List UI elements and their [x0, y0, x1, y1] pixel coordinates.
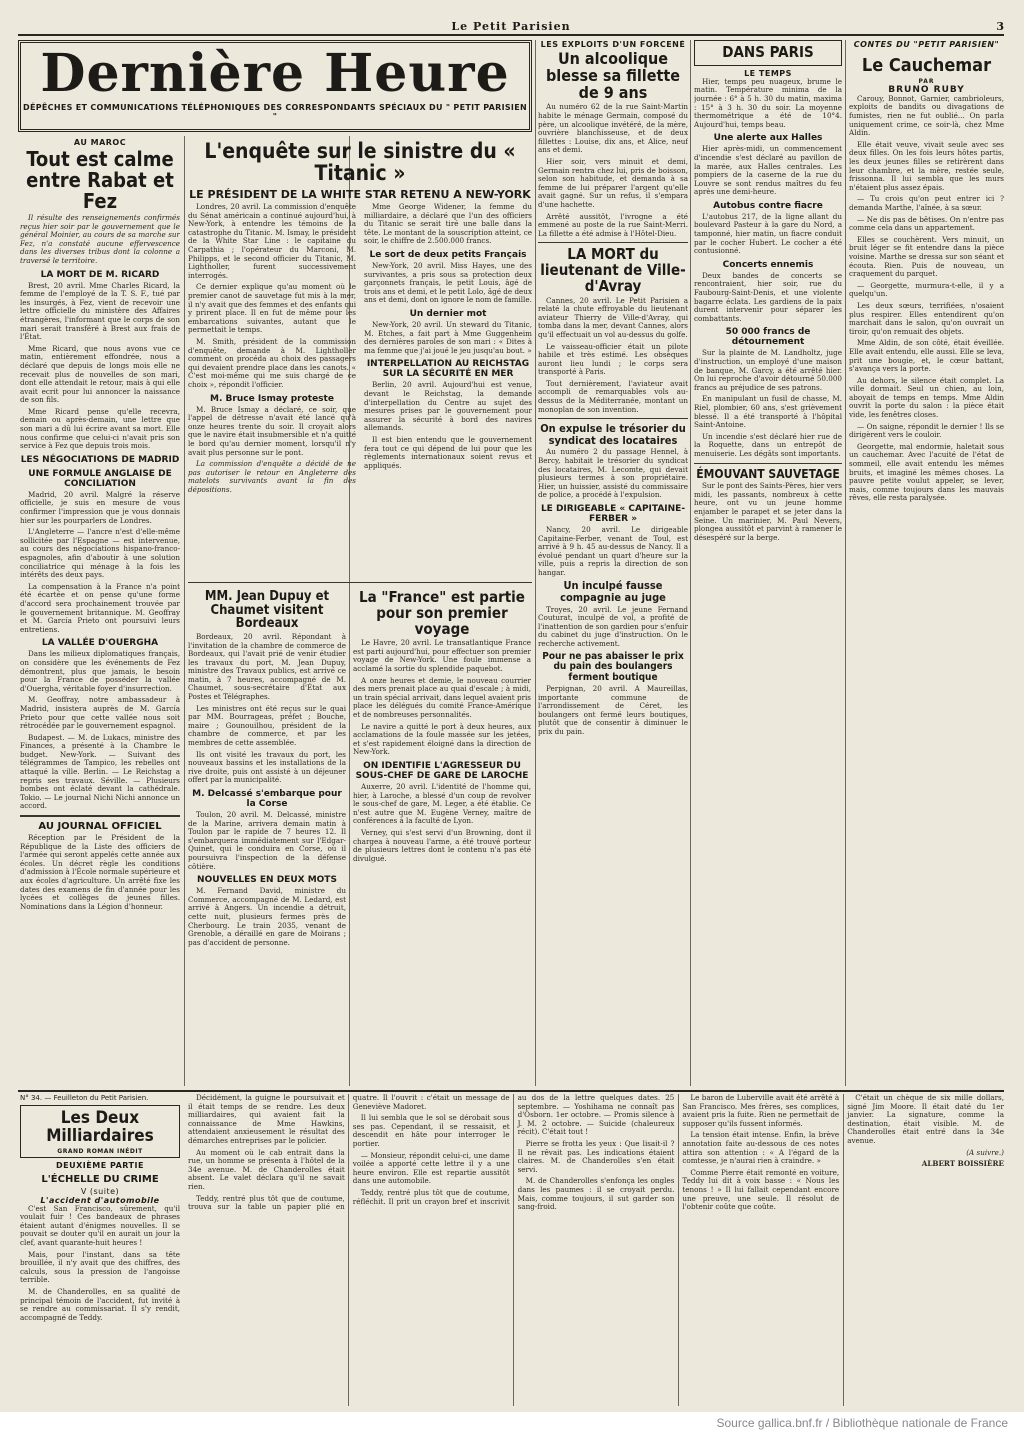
column-rule [690, 40, 691, 1086]
paris-sauvetage: ÉMOUVANT SAUVETAGE [696, 466, 840, 481]
feuilleton-subtitle: GRAND ROMAN INÉDIT [57, 1147, 143, 1155]
feuilleton-part: DEUXIÈME PARTIE [56, 1160, 144, 1170]
maroc-kicker: AU MAROC [73, 138, 127, 147]
feuilleton-rule [18, 1090, 1004, 1092]
france-headline: La "France" est partie pour son premier voyage [359, 588, 525, 638]
conte-author: BRUNO RUBY [888, 84, 965, 95]
forcene-expulse: On expulse le trésorier du syndicat des locataires [540, 422, 686, 447]
running-header [18, 20, 1004, 36]
column-paris: DANS PARIS LE TEMPS Hier, temps peu nuageux, brume le matin. Température minima de la journée : 6° à 5 h. 30 du matin, maxima : 15° à 3 h. 30 du soir. La moyenne thermométrique a été de 10°4. Aujourd'hui, temps beau. Une alerte aux Halles Hier après-midi, un commencement d'incendie s'est déclaré au pavillon de la marée, aux Halles centrales. Les pompiers de la caserne de la rue du Louvre se sont rendus maîtres du feu après une demi-heure. Autobus contre fiacre L'autobus 217, de la ligne allant du boulevard Pasteur à la gare du Nord, a tamponné, hier matin, un fiacre conduit par le cocher Hubert. Le cocher a été contusionné. Concerts ennemis Deux bandes de concerts se rencontraient, hier soir, rue du Faubourg-Saint-Denis, et une violente bagarre éclata. Les gardiens de la paix durent intervenir pour séparer les combattants. 50 000 francs de détournement Sur la plainte de M. Landholtz, juge d'instruction, un employé d'une maison de banque, M. Garcy, a été arrêté hier. On lui reproche d'avoir détourné 50.000 francs au préjudice de ses patrons. En manipulant un fusil de chasse, M. Riel, plombier, 60 ans, s'est grièvement blessé. Il a été transporté à l'hôpital Saint-Antoine. Un incendie s'est déclaré hier rue de la Roquette, dans un entrepôt de menuiserie. Les dégâts sont importants. ÉMOUVANT SAUVETAGE Sur le pont des Saints-Pères, hier vers midi, les passants, nombreux à cette heure, ont vu un jeune homme enjamber le parapet et se jeter dans la Seine. Un marinier, M. Paul Nevers, plongea aussitôt et parvint à ramener le désespéré sur la berge. [694, 40, 842, 1086]
feuilleton-section2: L'accident d'automobile [40, 1195, 160, 1205]
dupuy-section-2: NOUVELLES EN DEUX MOTS [197, 875, 337, 886]
conte-by: PAR [918, 77, 935, 85]
forcene-headline: Un alcoolique blesse sa fillette de 9 ans [545, 49, 681, 102]
titanic-section-3: M. Bruce Ismay proteste [210, 393, 334, 404]
feuilleton-chapter: L'ÉCHELLE DU CRIME [41, 1173, 159, 1185]
maroc-section-1: LA MORT DE M. RICARD [40, 269, 160, 280]
titanic-section-4: INTERPELLATION AU REICHSTAG SUR LA SÉCURITÉ EN MER [366, 359, 530, 380]
titanic-subhead: LE PRÉSIDENT DE LA WHITE STAR RETENU A NEW-YORK [189, 188, 531, 202]
masthead-subtitle: DÉPÊCHES ET COMMUNICATIONS TÉLÉPHONIQUES DES CORRESPONDANTS SPÉCIAUX DU " PETIT PARISIEN " [23, 103, 527, 121]
forcene-dirigeable: LE DIRIGEABLE « CAPITAINE-FERBER » [540, 503, 686, 524]
maroc-section-4: LA VALLÉE D'OUERGHA [41, 638, 159, 649]
feuilleton-suivre: (A suivre.) [966, 1147, 1004, 1157]
feuilleton-title: Les Deux Milliardaires [46, 1108, 154, 1146]
forcene-mort: LA MORT du lieutenant de Ville-d'Avray [540, 245, 686, 295]
column-rule [535, 40, 536, 1086]
conte-kicker: CONTES DU "PETIT PARISIEN" [853, 40, 1000, 49]
newspaper-title: Le Petit Parisien [451, 20, 571, 33]
derniere-heure-masthead [18, 40, 532, 132]
paris-autobus: Autobus contre fiacre [713, 200, 823, 211]
titanic-section-1: Le sort de deux petits Français [369, 250, 527, 261]
article-dupuy: MM. Jean Dupuy et Chaumet visitent Bordeaux Bordeaux, 20 avril. Répondant à l'invitation de la chambre de commerce de Bordeaux, qui l'avait prié de venir étudier les travaux du port, M. Jean Dupuy, ministre des Travaux publics, est arrivé ce matin, à 7 heures, accompagné de M. Chaumet, sous-secrétaire d'État aux Postes et Télégraphes. Les ministres ont été reçus sur le quai par MM. Bourrageas, préfet ; Bouche, maire ; Gounouilhou, président de la chambre de commerce, et par les membres de cette assemblée. Ils ont visité les travaux du port, les nouveaux bassins et les installations de la rive droite, puis ont assisté à un déjeuner offert par la municipalité. M. Delcassé s'embarque pour la Corse Toulon, 20 avril. M. Delcassé, ministre de la Marine, arrivera demain matin à Toulon par le rapide de 7 heures 12. Il s'embarquera immédiatement sur l'Edgar-Quinet, qui le conduira en Corse, où il poursuivra l'inspection de la défense côtière. NOUVELLES EN DEUX MOTS M. Fernand David, ministre du Commerce, accompagné de M. Ledard, est arrivé à Angers. Un incendie a détruit, cette nuit, plusieurs fermes près de Cherbourg. Le train 2035, venant de Grenoble, a déraillé en gare de Moirans ; pas d'accident de personne. [188, 589, 346, 947]
article-titanic: L'enquête sur le sinistre du « Titanic » LE PRÉSIDENT DE LA WHITE STAR RETENU A NEW-YORK Londres, 20 avril. La commission d'enquête du Sénat américain a continué aujourd'hui, à New-York, à entendre les témoins de la catastrophe du Titanic. M. Ismay, le président de la White Star Line : le capitaine du Carpathia ; l'opérateur du Marconi, M. Philipps, et le second officier du Titanic, M. Lightholler, furent successivement interrogés. Ce dernier explique qu'au moment où le premier canot de sauvetage fut mis à la mer, il n'y avait que des femmes et des enfants qui y prirent place. Il en fut de même pour les embarcations suivantes, autant que le permettait le temps. M. Smith, président de la commission d'enquête, demande à M. Lightholler comment on procéda au choix des passagers qui devaient prendre place dans les canots. « C'est moi-même qui me suis chargé de ce choix », répondit l'officier. M. Bruce Ismay proteste M. Bruce Ismay a déclaré, ce soir, que l'appel de détresse n'avait été lancé qu'à onze heures trente du soir. Il croyait alors que le navire était insubmersible et n'a quitté le bord qu'au dernier moment, lorsqu'il n'y avait plus personne sur le pont. La commission d'enquête a décidé de ne pas autoriser le retour en Angleterre des matelots survivants avant la fin des dépositions. Mme George Widener, la femme du milliardaire, a déclaré que l'un des officiers du Titanic se serait tiré une balle dans la tête. Le montant de la souscription atteint, ce soir, le chiffre de 2.500.000 francs. Le sort de deux petits Français New-York, 20 avril. Miss Hayes, une des survivantes, a pris sous sa protection deux garçonnets français, le petit Louis, âgé de trois ans et demi, et le petit Lolo, âgé de deux ans et demi, dont on ignore le nom de famille. Un dernier mot New-York, 20 avril. Un steward du Titanic, M. Etches, a fait part à Mme Guggenheim des dernières paroles de son mari : « Dites à ma femme que j'ai joué le jeu jusqu'au bout. » INTERPELLATION AU REICHSTAG SUR LA SÉCURITÉ EN MER Berlin, 20 avril. Aujourd'hui est venue, devant le Reichstag, la demande d'interpellation du Centre au sujet des mesures prises par le gouvernement pour assurer la sécurité à bord des navires allemands. Il est bien entendu que le gouvernement fera tout ce qui dépend de lui pour que les règlements internationaux soient revus et appliqués. [188, 139, 532, 494]
feuilleton-section: V (suite) [80, 1186, 120, 1196]
column-conte: CONTES DU "PETIT PARISIEN" Le Cauchemar PAR BRUNO RUBY Carouy, Bonnot, Garnier, cambrioleurs, exploits de bandits ou divagations de fumistes, rien ne fut oublié... On parla uniquement crime, ce soir-là, chez Mme Aldin. Elle était veuve, vivait seule avec ses deux filles. On les fois leurs hôtes partis, les deux jeunes filles se retirèrent dans leur chambre, et la mère, restée seule, frissonna. Il lui sembla que les murs n'étaient plus assez épais. — Tu crois qu'on peut entrer ici ? demanda Marthe, l'aînée, à sa sœur. — Ne dis pas de bêtises. On n'entre pas comme cela dans un appartement. Elles se couchèrent. Vers minuit, un bruit léger se fit entendre dans la pièce voisine. Marthe se dressa sur son séant et écouta. Rien. Puis de nouveau, un craquement du parquet. — Georgette, murmura-t-elle, il y a quelqu'un. Les deux sœurs, terrifiées, n'osaient plus respirer. Elles entendirent qu'on marchait dans le salon, qu'on ouvrait un tiroir, qu'on remuait des objets. Mme Aldin, de son côté, était éveillée. Elle avait entendu, elle aussi. Elle se leva, prit une bougie, et, le cœur battant, s'avança vers la porte. Au dehors, le silence était complet. La ville dormait. Seul un chien, au loin, aboyait de temps en temps. Mme Aldin ouvrit la porte du salon : la pièce était vide, les fenêtres closes. — On saigne, répondit le dernier ! Ils se dirigèrent vers le couloir. Georgette, mal endormie, haletait sous un cauchemar. Avec l'acuité de l'état de sommeil, elle avait entendu les mêmes bruits, et imaginé les mêmes choses. La pauvre petite voulut appeler, se lever, mais, comme toujours dans les mauvais rêves, elle resta paralysée. [849, 40, 1004, 503]
feuilleton-label: N° 34. — Feuilleton du Petit Parisien. [20, 1094, 149, 1102]
paris-concerts: Concerts ennemis [722, 259, 814, 270]
conte-title: Le Cauchemar [861, 55, 992, 76]
source-credit: Source gallica.bnf.fr / Bibliothèque nationale de France [0, 1412, 1024, 1434]
page-number: 3 [996, 20, 1004, 33]
titanic-section-2: Un dernier mot [409, 309, 487, 320]
column-rule [845, 40, 846, 1086]
france-section-1: ON IDENTIFIE L'AGRESSEUR DU SOUS-CHEF DE GARE DE LAROCHE [355, 760, 529, 781]
paris-headline: DANS PARIS [722, 43, 814, 61]
masthead-title: Dernière Heure [40, 43, 510, 104]
forcene-pain: Pour ne pas abaisser le prix du pain des boulangers ferment boutique [542, 650, 684, 683]
dupuy-headline: MM. Jean Dupuy et Chaumet visitent Bordeaux [204, 589, 330, 632]
feuilleton-body: Décidément, la guigne le poursuivait et il était temps de se rendre. Les deux milliardaires, qui avaient fait la connaissance de Mme Hawkins, attendaient anxieusement le résultat des démarches entreprises par le policier. Au moment où le cab entrait dans la rue, un homme se présenta à l'hôtel de la 34e avenue. M. de Chanderolles était absent. Le valet déclara qu'il ne savait rien. Teddy, rentré plus tôt que de coutume, trouva sur la table un papier plié en quatre. Il l'ouvrit : c'était un message de Geneviève Madoret. Il lui sembla que le sol se dérobait sous ses pas. Cependant, il se ressaisit, et descendit en hâte pour interroger le portier. — Monsieur, répondit celui-ci, une dame voilée a apporté cette lettre il y a une heure environ. Elle est repartie aussitôt dans une automobile. Teddy, rentré plus tôt que de coutume, réfléchit. Il prit un crayon bref et inscrivit au dos de la lettre quelques dates. 25 septembre. — Yoshihama ne connaît pas d'Osborn. 1er octobre. — Promis silence à J. M. 2 octobre. — Suicide (chaleureux récit). C'était tout ! Pierre se frotta les yeux : Que lisait-il ? Il ne rêvait pas. Les indications étaient claires. M. de Chanderolles s'en était servi. M. de Chanderolles s'enfonça les ongles dans les paumes : il se croyait perdu. Mais, comme toujours, il sut garder son sang-froid. Le baron de Luberville avait été arrêté à San Francisco. Mes frères, ses complices, avaient pris la fuite. Rien ne permettait de supposer qu'ils fussent informés. La tension était intense. Enfin, la brève annotation faite au-dessous de ces notes attira son attention : « A l'égard de la comtesse, je n'aurai rien à craindre. » Comme Pierre était remonté en voiture, Teddy lui dit à voix basse : « Nous les tenons ! » Il lui fallait cependant encore une preuve, une seule. Il résolut de l'obtenir coûte que coûte. C'était un chèque de six mille dollars, signé Jim Moore. Il était daté du 1er janvier. La signature, comme la destination, était visible. M. de Chanderolles était entré dans la 34e avenue. (A suivre.) ALBERT BOISSIÈRE [188, 1094, 1004, 1212]
titanic-headline: L'enquête sur le sinistre du « Titanic » [204, 139, 516, 186]
maroc-headline: Tout est calme entre Rabat et Fez [26, 147, 174, 213]
maroc-section-3: UNE FORMULE ANGLAISE DE CONCILIATION [28, 468, 172, 489]
column-rule [184, 136, 185, 1086]
section-divider [188, 582, 532, 583]
paris-francs: 50 000 francs de détournement [725, 327, 811, 348]
dupuy-section-1: M. Delcassé s'embarque pour la Corse [192, 789, 342, 810]
feuilleton-header: N° 34. — Feuilleton du Petit Parisien. Les Deux Milliardaires GRAND ROMAN INÉDIT DEUXIÈME PARTIE L'ÉCHELLE DU CRIME V (suite) L'accident d'automobile C'est San Francisco, sûrement, qu'il voulait fuir ! Ces bandeaux de phrases étaient autant d'énigmes nouvelles. Il se pouvait se douter qu'il en aurait un jour la clef, avant quarante-huit heures ! Mais, pour l'instant, dans sa tête brouillée, il n'y avait que des chiffres, des calculs, sous la pression de l'angoisse terrible. M. de Chanderolles, en sa qualité de principal témoin de l'accident, fut invité à se rendre au commissariat. Il s'y rendit, accompagné de Teddy. [20, 1094, 180, 1322]
forcene-kicker: LES EXPLOITS D'UN FORCENÉ [540, 40, 686, 49]
column-forcene: LES EXPLOITS D'UN FORCENÉ Un alcoolique blesse sa fillette de 9 ans Au numéro 62 de la rue Saint-Martin habite le ménage Germain, composé du père, un alcoolique invétéré, de la mère, ouvrière blanchisseuse, et de deux fillettes : Louise, dix ans, et Alice, neuf ans et demi. Hier soir, vers minuit et demi, Germain rentra chez lui, pris de boisson, selon son habitude, et demanda à sa femme de lui préparer l'argent qu'elle avait gagné. Sur un refus, il s'empara d'une hachette. Arrêté aussitôt, l'ivrogne a été emmené au poste de la rue Saint-Merri. La fillette a été admise à l'Hôtel-Dieu. LA MORT du lieutenant de Ville-d'Avray Cannes, 20 avril. Le Petit Parisien a relaté la chute effroyable du lieutenant aviateur Thierry de Ville-d'Avray, qui tomba dans la mer, devant Cannes, alors qu'il effectuait un vol au-dessus du golfe. Le vaisseau-officier était un pilote habile et très estimé. Les obsèques auront lieu lundi ; le corps sera transporté à Paris. Tout dernièrement, l'aviateur avait accompli de remarquables vols au-dessus de la Méditerranée, montant un monoplan de son invention. On expulse le trésorier du syndicat des locataires Au numéro 2 du passage Hennel, à Bercy, habitait le trésorier du syndicat des locataires, M. Lecomte, qui devait plusieurs termes à son propriétaire. Hier, un huissier, assisté du commissaire de police, a procédé à l'expulsion. LE DIRIGEABLE « CAPITAINE-FERBER » Nancy, 20 avril. Le dirigeable Capitaine-Ferber, venant de Toul, est arrivé à 9 h. 45 au-dessus de Nancy. Il a évolué pendant un quart d'heure sur la ville, puis a repris la direction de son hangar. Un inculpé fausse compagnie au juge Troyes, 20 avril. Le jeune Fernand Couturat, inculpé de vol, a profité de l'inattention de son gardien pour s'enfuir du cabinet du juge d'instruction. On le recherche activement. Pour ne pas abaisser le prix du pain des boulangers ferment boutique Perpignan, 20 avril. A Maureillas, importante commune de l'arrondissement de Céret, les boulangers ont fermé leurs boutiques, plutôt que de consentir à diminuer le prix du pain. [538, 40, 688, 737]
forcene-juge: Un inculpé fausse compagnie au juge [560, 579, 666, 605]
article-france: La "France" est partie pour son premier voyage Le Havre, 20 avril. Le transatlantique France est parti aujourd'hui, pour effectuer son premier voyage de New-York. Une foule immense a acclamé la sortie du splendide paquebot. A onze heures et demie, le nouveau courrier des mers prenait place au quai d'escale ; à midi, un train spécial arrivait, dans lequel avaient pris place les délégués du comité France-Amérique et de nombreuses personnalités. Le navire a quitté le port à deux heures, aux acclamations de la foule massée sur les jetées, et s'est rapidement éloigné dans la direction de New-York. ON IDENTIFIE L'AGRESSEUR DU SOUS-CHEF DE GARE DE LAROCHE Auxerre, 20 avril. L'identité de l'homme qui, hier, à Laroche, a blessé d'un coup de revolver le sous-chef de gare, M. Leger, a été établie. Ce n'est autre que M. Eugène Verney, maître de conférences à la faculté de Lyon. Verney, qui s'est servi d'un Browning, dont il chargea à nouveau l'arme, a été trouvé porteur de plusieurs lettres dont le contenu n'a pas été divulgué. [353, 588, 531, 863]
column-maroc: AU MAROC Tout est calme entre Rabat et Fez Il résulte des renseignements confirmés reçus hier soir par le gouvernement que le général Moinier, au cours de sa marche sur Fez, n'a constaté aucune effervescence dans les diverses tribus dont la colonne a traversé le territoire. LA MORT DE M. RICARD Brest, 20 avril. Mme Charles Ricard, la femme de l'employé de la T. S. F., tué par les insurgés, à Fez, vient de recevoir une lettre officielle du ministère des Affaires étrangères, l'informant que le corps de son mari serait transféré à Brest aux frais de l'État. Mme Ricard, que nous avons vue ce matin, entièrement effondrée, nous a déclaré que depuis de longs mois elle ne recevait plus de nouvelles de son mari, dont elle attendait le retour, mais à qui elle avait ecrit pour lui annoncer la naissance de son fils. Mme Ricard pense qu'elle recevra, demain ou après-demain, une lettre que son mari a dû lui écrire avant sa mort. Elle nous confirme que celui-ci n'avait pris son service à Fez que depuis trois mois. LES NÉGOCIATIONS DE MADRID UNE FORMULE ANGLAISE DE CONCILIATION Madrid, 20 avril. Malgré la réserve officielle, je suis en mesure de vous confirmer l'impression que je vous donnais hier sur les pourparlers de Londres. L'Angleterre — l'ancre n'est d'elle-même sollicitée par l'Espagne — est intervenue, au cours des négociations hispano-franco-espagnoles, afin d'aboutir à une solution conciliatrice qui ménage à la fois les intérêts des deux pays. La compensation à la France n'a point été écartée et on pense qu'une forme d'accord sera prochainement trouvée par le gouvernement britannique. M. Geoffray et M. García Prieto ont poursuivi leurs entretiens. LA VALLÉE D'OUERGHA Dans les milieux diplomatiques français, on considère que les événements de Fez démontrent, plus que jamais, le besoin pour la France de posséder la vallée d'Ouergha, véritable foyer d'insurrection. M. Geoffray, notre ambassadeur à Madrid, insistera auprès de M. García Prieto pour que cette vallée nous soit rétrocédée par le gouvernement espagnol. Budapest. — M. de Lukacs, ministre des Finances, a présenté à la Chambre le budget. New-York. — Suivant des télégrammes de Tampico, les rebelles ont attaqué la ville. Berlin. — Le Reichstag a repris ses travaux. Séville. — Plusieurs bombes ont éclaté devant la cathédrale. Tokio. — Le journal Nichi Nichi annonce un accord. AU JOURNAL OFFICIEL Réception par le Président de la République de la Liste des officiers de l'armée qui seront appelés cette année aux écoles. Un décret règle les conditions d'admission à l'École normale supérieure et aux écoles d'agriculture. Un arrêté fixe les dates des examens de fin d'année pour les lycées et collèges de jeunes filles. Nominations dans la Légion d'honneur. [20, 138, 180, 911]
section-divider [20, 815, 180, 817]
paris-alerte: Une alerte aux Halles [713, 133, 823, 144]
feuilleton-signature: ALBERT BOISSIÈRE [921, 1159, 1004, 1169]
paris-temps: LE TEMPS [744, 68, 792, 78]
maroc-section-2: LES NÉGOCIATIONS DE MADRID [20, 454, 180, 465]
